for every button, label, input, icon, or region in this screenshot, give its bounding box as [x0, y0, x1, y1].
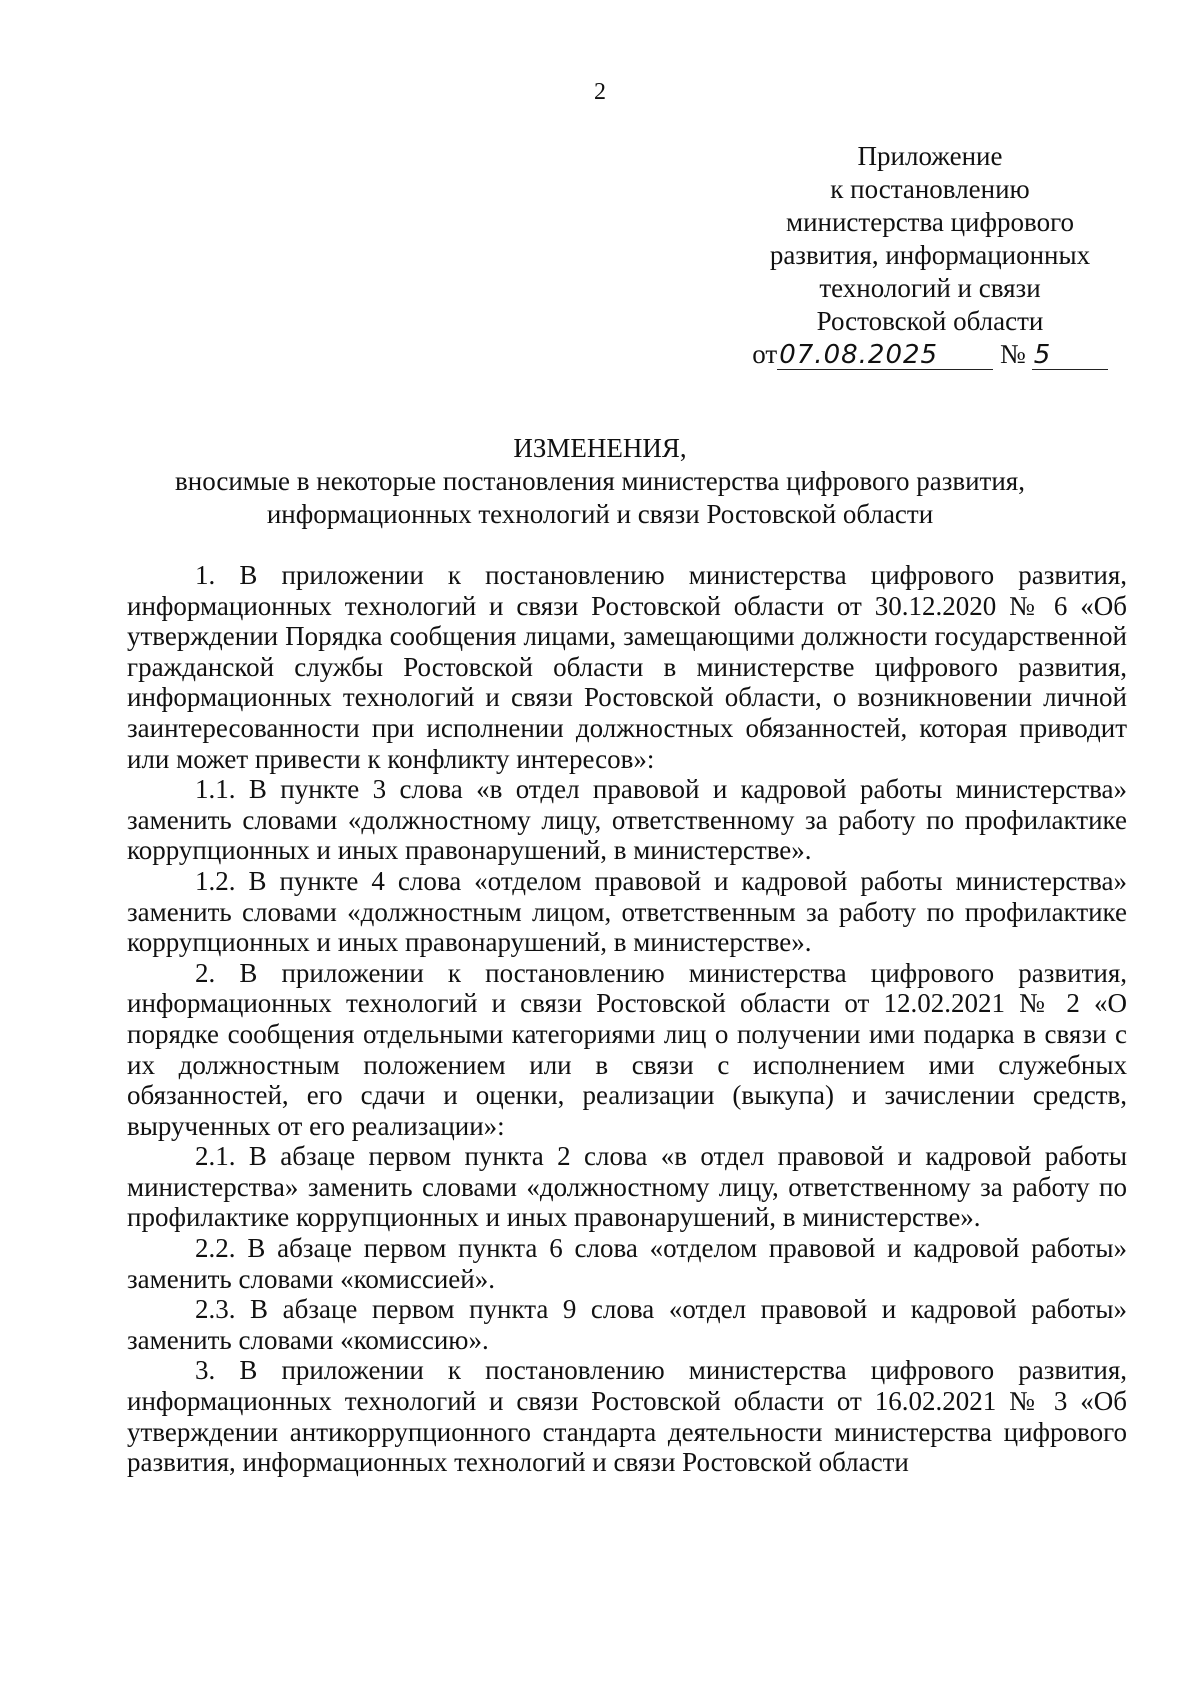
number-label: №: [999, 339, 1026, 369]
paragraph-2-3: 2.3. В абзаце первом пункта 9 слова «отдел правовой и кадровой работы» заменить словами «комиссию».: [127, 1294, 1127, 1355]
page-number: 2: [594, 79, 606, 105]
paragraph-1: 1. В приложении к постановлению министерства цифрового развития, информационных технологий и связи Ростовской области от 30.12.2020 № 6 «Об утверждении Порядка сообщения лицами, замещающими должности государственной гражданской службы Ростовской области в министерстве цифрового развития, информационных технологий и связи Ростовской области, о возникновении личной заинтересованности при исполнении должностных обязанностей, которая приводит или может привести к конфликту интересов»:: [127, 560, 1127, 774]
paragraph-2: 2. В приложении к постановлению министерства цифрового развития, информационных технологий и связи Ростовской области от 12.02.2021 № 2 «О порядке сообщения отдельными категориями лиц о получении ими подарка в связи с их должностным положением или в связи с исполнением ими служебных обязанностей, его сдачи и оценки, реализации (выкупа) и зачислении средств, вырученных от его реализации»:: [127, 957, 1127, 1141]
document-body: [127, 560, 1127, 1478]
annex-line: Ростовской области: [816, 306, 1044, 336]
annex-line: к постановлению: [830, 174, 1030, 204]
title-subheading-line1: вносимые в некоторые постановления министерства цифрового развития,: [175, 466, 1025, 496]
handwritten-date: 07.08.2025: [777, 341, 993, 370]
paragraph-2-1: 2.1. В абзаце первом пункта 2 слова «в отдел правовой и кадровой работы министерства» заменить словами «должностному лицу, ответственному за работу по профилактике коррупционных и иных правонарушений, в министерстве».: [127, 1141, 1127, 1233]
title-subheading-line2: информационных технологий и связи Ростовской области: [266, 499, 934, 529]
paragraph-1-1: 1.1. В пункте 3 слова «в отдел правовой и кадровой работы министерства» заменить словами «должностному лицу, ответственному за работу по профилактике коррупционных и иных правонарушений, в министерстве».: [127, 774, 1127, 866]
paragraph-1-2: 1.2. В пункте 4 слова «отделом правовой и кадровой работы министерства» заменить словами «должностным лицом, ответственным за работу по профилактике коррупционных и иных правонарушений, в министерстве».: [127, 865, 1127, 958]
annex-line: развития, информационных: [769, 240, 1091, 270]
document-title: [0, 432, 1200, 531]
annex-line: министерства цифрового: [786, 207, 1074, 237]
date-prefix: от: [752, 339, 778, 369]
title-heading: ИЗМЕНЕНИЯ,: [513, 433, 687, 463]
annex-date-line: [740, 338, 1120, 371]
paragraph-3: 3. В приложении к постановлению министерства цифрового развития, информационных технологий и связи Ростовской области от 16.02.2021 № 3 «Об утверждении антикоррупционного стандарта деятельности министерства цифрового развития, информационных технологий и связи Ростовской области: [127, 1355, 1127, 1478]
handwritten-number: 5: [1032, 341, 1108, 370]
annex-header: [740, 140, 1120, 371]
annex-line: технологий и связи: [819, 273, 1041, 303]
annex-line: Приложение: [857, 141, 1003, 171]
paragraph-2-2: 2.2. В абзаце первом пункта 6 слова «отделом правовой и кадровой работы» заменить словами «комиссией».: [127, 1233, 1127, 1294]
